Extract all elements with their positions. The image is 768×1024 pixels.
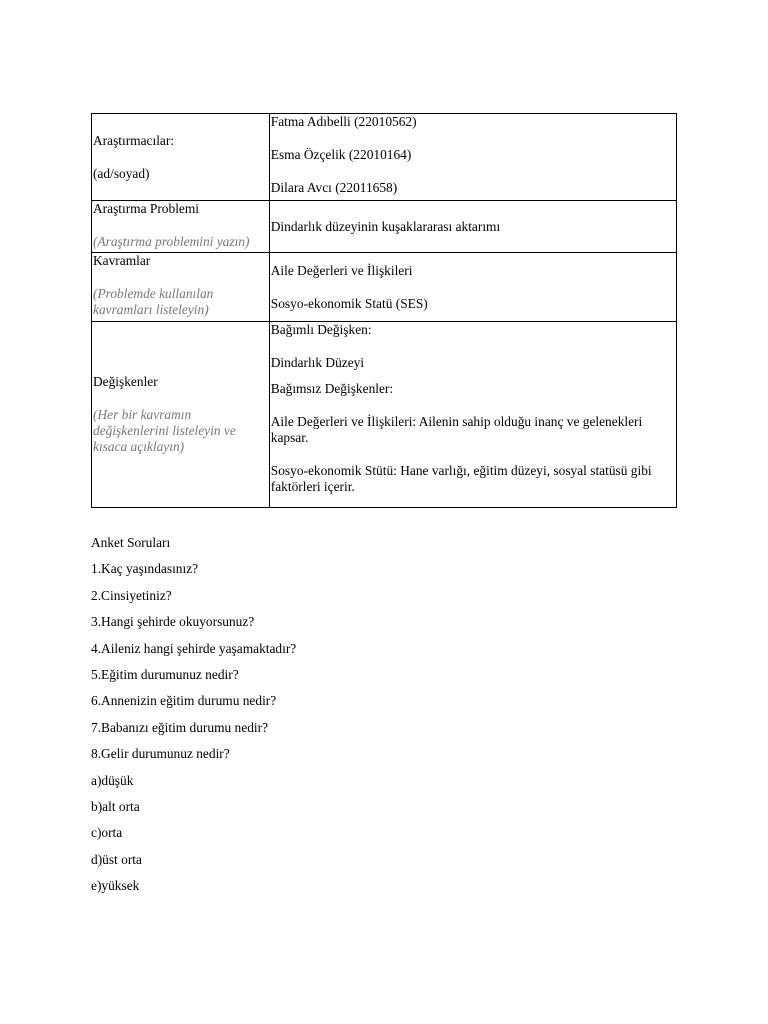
answer-option: b)alt orta bbox=[91, 798, 140, 814]
problem-value: Dindarlık düzeyinin kuşaklararası aktarımı bbox=[270, 218, 501, 234]
concepts-value-cell bbox=[269, 253, 676, 322]
problem-value-cell bbox=[269, 201, 676, 253]
researchers-label: Araştırmacılar: bbox=[93, 132, 175, 148]
variables-value-cell bbox=[269, 322, 676, 508]
survey-question: 5.Eğitim durumunuz nedir? bbox=[91, 666, 239, 682]
survey-question: 7.Babanızı eğitim durumu nedir? bbox=[91, 719, 269, 735]
concepts-label: Kavramlar bbox=[93, 253, 151, 268]
answer-option: e)yüksek bbox=[91, 878, 140, 894]
independent-variable-2: Sosyo-ekonomik Stütü: Hane varlığı, eğitim düzeyi, sosyal statüsü gibi faktörleri içerir. bbox=[270, 463, 652, 494]
answer-option: c)orta bbox=[91, 825, 123, 841]
research-form-table bbox=[91, 113, 677, 508]
survey-title: Anket Soruları bbox=[91, 535, 171, 550]
variables-hint: (Her bir kavramın değişkenlerini listeleyin ve kısaca açıklayın) bbox=[93, 407, 236, 454]
survey-question: 6.Annenizin eğitim durumu nedir? bbox=[91, 693, 277, 709]
dependent-value: Dindarlık Düzeyi bbox=[270, 355, 365, 370]
problem-row bbox=[92, 201, 677, 253]
researcher-3: Dilara Avcı (22011658) bbox=[270, 180, 398, 195]
researcher-2: Esma Özçelik (22010164) bbox=[270, 147, 412, 162]
researchers-label-cell bbox=[92, 114, 270, 201]
concepts-row bbox=[92, 253, 677, 322]
survey-question: 1.Kaç yaşındasınız? bbox=[91, 561, 199, 577]
survey-question: 2.Cinsiyetiniz? bbox=[91, 587, 172, 603]
independent-variable-1: Aile Değerleri ve İlişkileri: Ailenin sahip olduğu inanç ve gelenekleri kapsar. bbox=[270, 414, 643, 445]
independent-heading: Bağımsız Değişkenler: bbox=[270, 381, 394, 396]
problem-label-cell bbox=[92, 201, 270, 253]
survey-question: 8.Gelir durumunuz nedir? bbox=[91, 746, 230, 762]
survey-section bbox=[91, 535, 677, 904]
answer-option: a)düşük bbox=[91, 772, 134, 788]
problem-hint: (Araştırma problemini yazın) bbox=[93, 234, 250, 249]
problem-label: Araştırma Problemi bbox=[93, 201, 199, 216]
answer-option: d)üst orta bbox=[91, 851, 142, 867]
dependent-heading: Bağımlı Değişken: bbox=[270, 322, 372, 337]
survey-question: 4.Aileniz hangi şehirde yaşamaktadır? bbox=[91, 640, 297, 656]
variables-label: Değişkenler bbox=[93, 374, 158, 389]
concept-1: Aile Değerleri ve İlişkileri bbox=[270, 262, 413, 278]
concepts-hint: (Problemde kullanılan kavramları listeleyin) bbox=[93, 286, 214, 317]
researchers-value-cell bbox=[269, 114, 676, 201]
researchers-sublabel: (ad/soyad) bbox=[93, 165, 150, 181]
concepts-label-cell bbox=[92, 253, 270, 322]
variables-label-cell bbox=[92, 322, 270, 508]
survey-question: 3.Hangi şehirde okuyorsunuz? bbox=[91, 614, 255, 630]
researcher-1: Fatma Adıbelli (22010562) bbox=[270, 114, 417, 129]
concept-2: Sosyo-ekonomik Statü (SES) bbox=[270, 295, 428, 311]
researchers-row bbox=[92, 114, 677, 201]
variables-row bbox=[92, 322, 677, 508]
